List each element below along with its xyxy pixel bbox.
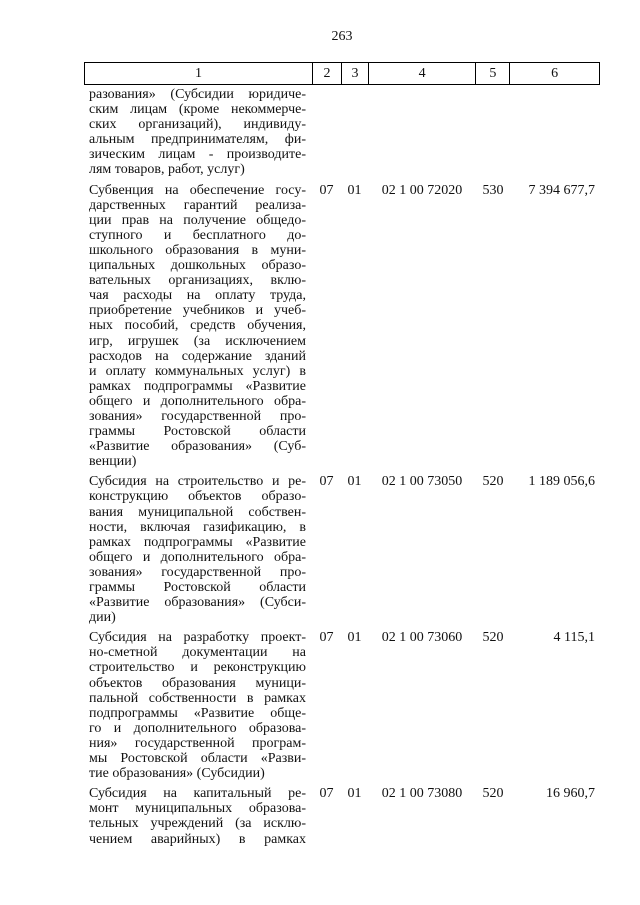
expense-type-cell: 520 xyxy=(482,630,504,646)
expense-type-cell: 520 xyxy=(482,474,504,490)
target-article-cell: 02 1 00 73080 xyxy=(381,786,463,802)
target-article-cell xyxy=(368,87,476,102)
description-line: школьного образования в муни- xyxy=(89,242,306,258)
description-line: конструкцию объектов образо- xyxy=(89,489,306,505)
description-line: Субсидия на строительство и ре- xyxy=(89,474,306,490)
column-header-5: 5 xyxy=(475,63,509,84)
column-header-6: 6 xyxy=(509,63,599,84)
description-line: ципальных дошкольных образо- xyxy=(89,258,306,274)
section-code-cell: 07 xyxy=(319,786,334,802)
table-row xyxy=(84,87,600,178)
description-line: чая расходы на оплату труда, xyxy=(89,288,306,304)
description-line: мы Ростовской области «Разви- xyxy=(89,751,306,767)
column-header-3: 3 xyxy=(341,63,368,84)
table-row xyxy=(84,183,600,470)
description-line: Субвенция на обеспечение госу- xyxy=(89,182,306,198)
column-header-1: 1 xyxy=(195,66,203,81)
description-line: «Развитие образования» (Субси- xyxy=(89,595,306,611)
description-line: альным предпринимателям, фи- xyxy=(89,132,306,148)
subsection-code-cell: 01 xyxy=(347,630,362,646)
description-line: Субсидия на капитальный ре- xyxy=(89,786,306,802)
amount-cell: 7 394 677,7 xyxy=(528,182,595,198)
description-line: рамках подпрограммы «Развитие xyxy=(89,534,306,550)
description-line: общего и дополнительного обра- xyxy=(89,393,306,409)
description-line: лям товаров, работ, услуг) xyxy=(89,162,245,178)
description-line: ских организаций), индивиду- xyxy=(89,117,306,133)
subsection-code-cell: 01 xyxy=(347,786,362,802)
description-cell xyxy=(84,630,312,781)
description-line: разования» (Субсидии юридиче- xyxy=(89,87,306,102)
description-cell xyxy=(84,183,312,470)
expense-type-cell xyxy=(476,87,510,102)
description-line: монт муниципальных образова- xyxy=(89,801,306,817)
target-article-cell: 02 1 00 73050 xyxy=(381,474,463,490)
section-code-cell: 07 xyxy=(319,182,334,198)
description-line: зическим лицам - производите- xyxy=(89,147,306,163)
description-line: ции прав на получение общедо- xyxy=(89,212,306,228)
table-header-row xyxy=(84,62,600,85)
description-line: тие образования» (Субсидии) xyxy=(89,766,265,782)
description-line: дарственных гарантий реализа- xyxy=(89,197,306,213)
description-line: ных пособий, средств обучения, xyxy=(89,318,306,334)
description-cell xyxy=(84,87,312,178)
description-cell xyxy=(84,786,312,846)
description-line: игр, игрушек (за исключением xyxy=(89,333,306,349)
description-line: зования» государственной про- xyxy=(89,408,306,424)
amount-cell: 4 115,1 xyxy=(553,630,595,646)
description-line: тельных учреждений (за исклю- xyxy=(89,816,306,832)
description-line: зования» государственной про- xyxy=(89,564,306,580)
description-line: объектов образования муници- xyxy=(89,675,306,691)
description-line: ским лицам (кроме некоммерче- xyxy=(89,102,306,118)
description-line: Субсидия на разработку проект- xyxy=(89,630,306,646)
description-line: приобретение учебников и учеб- xyxy=(89,303,306,319)
page-number: 263 xyxy=(331,29,353,44)
description-line: венции) xyxy=(89,454,137,470)
amount-cell: 16 960,7 xyxy=(546,786,595,802)
description-line: ния» государственной програм- xyxy=(89,735,306,751)
description-line: вания муниципальной собствен- xyxy=(89,504,306,520)
description-line: ности, включая газификацию, в xyxy=(89,519,306,535)
amount-cell xyxy=(510,87,600,102)
table-row xyxy=(84,474,600,625)
description-cell xyxy=(84,474,312,625)
expense-type-cell: 530 xyxy=(482,182,504,198)
section-code-cell: 07 xyxy=(319,630,334,646)
description-line: дии) xyxy=(89,610,116,626)
description-line: и оплату коммунальных услуг) в xyxy=(89,363,306,379)
column-header-4: 4 xyxy=(368,63,476,84)
table-body xyxy=(84,87,600,852)
description-line: вательных организациях, вклю- xyxy=(89,273,306,289)
description-line: граммы Ростовской области xyxy=(89,580,306,595)
subsection-code-cell xyxy=(341,87,368,102)
description-line: «Развитие образования» (Суб- xyxy=(89,439,306,455)
section-code-cell xyxy=(312,87,341,102)
target-article-cell: 02 1 00 72020 xyxy=(381,182,463,198)
description-line: строительство и реконструкцию xyxy=(89,660,306,676)
description-line: чением аварийных) в рамках xyxy=(89,831,306,847)
description-line: граммы Ростовской области xyxy=(89,424,306,440)
description-line: общего и дополнительного обра- xyxy=(89,549,306,565)
target-article-cell: 02 1 00 73060 xyxy=(381,630,463,646)
description-line: рамках подпрограммы «Развитие xyxy=(89,378,306,394)
description-line: подпрограммы «Развитие обще- xyxy=(89,705,306,721)
description-line: расходов на содержание зданий xyxy=(89,348,306,364)
section-code-cell: 07 xyxy=(319,474,334,490)
subsection-code-cell: 01 xyxy=(347,182,362,198)
description-line: го и дополнительного образова- xyxy=(89,720,306,736)
table-row xyxy=(84,786,600,846)
description-line: но-сметной документации на xyxy=(89,645,306,661)
description-line: ступного и бесплатного до- xyxy=(89,227,306,243)
expense-type-cell: 520 xyxy=(482,786,504,802)
table-row xyxy=(84,630,600,781)
amount-cell: 1 189 056,6 xyxy=(528,474,595,490)
column-header-2: 2 xyxy=(312,63,341,84)
subsection-code-cell: 01 xyxy=(347,474,362,490)
description-line: пальной собственности в рамках xyxy=(89,690,306,706)
